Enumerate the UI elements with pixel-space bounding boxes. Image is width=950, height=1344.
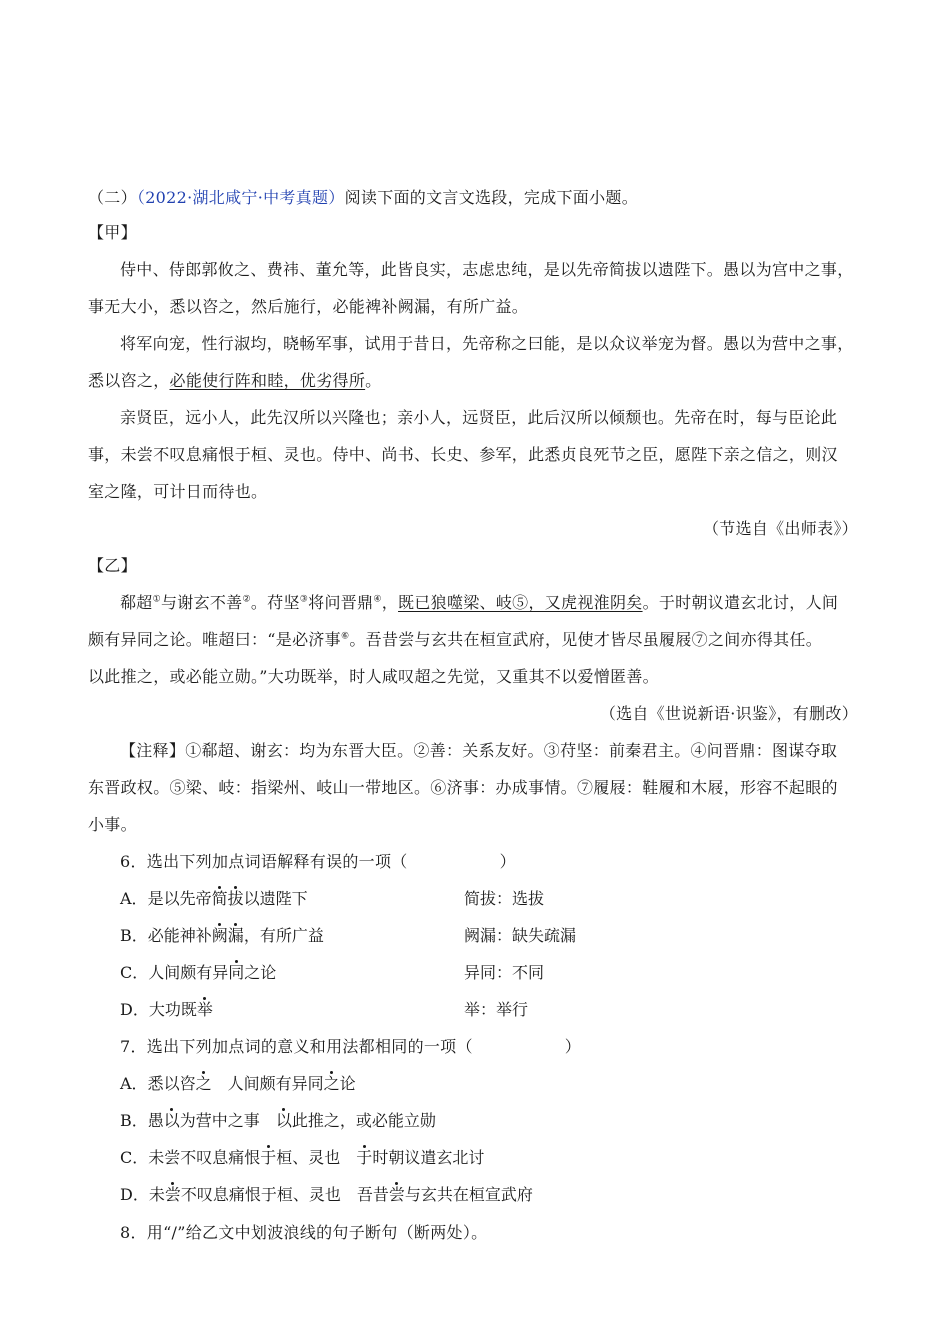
jia-p2-line2-end: 。 <box>365 371 382 390</box>
option-text: 为营中之事 <box>179 1111 260 1130</box>
yi-text: 。于时朝议遣玄北讨，人间 <box>642 593 839 612</box>
jia-label: 【甲】 <box>88 223 137 242</box>
question-text: 7．选出下列加点词的意义和用法都相同的一项（ <box>120 1037 473 1056</box>
jia-p1-line2: 事无大小，悉以咨之，然后施行，必能裨补阙漏，有所广益。 <box>88 297 529 316</box>
option-text: 必能神补 <box>147 926 212 945</box>
option-text: 未 <box>148 1185 165 1204</box>
dotted-char: 阙 <box>211 926 228 945</box>
jia-citation: （节选自《出师表》） <box>702 519 858 538</box>
option-text: 人间颇有异 <box>148 963 229 982</box>
option-a[interactable] <box>120 889 308 909</box>
option-letter: B． <box>120 1111 148 1130</box>
footnote-ref: ① <box>152 594 161 605</box>
dotted-char: 举 <box>196 1000 213 1019</box>
option-text: 不叹息痛恨于桓、灵也 <box>180 1185 341 1204</box>
jia-p2-line2-start: 悉以咨之， <box>88 371 170 390</box>
dotted-char: 简 <box>211 889 228 908</box>
jia-p3-line2: 事，未尝不叹息痛恨于桓、灵也。侍中、尚书、长史、参军，此悉贞良死节之臣，愿陛下亲之信之，则汉 <box>88 445 838 464</box>
notes-line2: 东晋政权。⑤梁、岐：指梁州、岐山一带地区。⑥济事：办成事情。⑦履屐：鞋履和木屐，形容不起眼的 <box>88 778 838 797</box>
jia-p2-line1: 将军向宠，性行淑均，晓畅军事，试用于昔日，先帝称之曰能，是以众议举宠为督。愚以为营中之事， <box>120 334 854 353</box>
dotted-char: 以 <box>163 1111 180 1130</box>
option-b[interactable] <box>120 926 324 946</box>
footnote-ref: ④ <box>373 594 382 605</box>
option-letter: D． <box>120 1000 149 1019</box>
option-explanation: 简拔：选拔 <box>464 889 545 908</box>
source-link[interactable]: （2022·湖北咸宁·中考真题） <box>136 188 345 207</box>
question-text: ） <box>564 1037 582 1056</box>
option-text: ，有所广益 <box>243 926 324 945</box>
question-text: ） <box>499 852 516 871</box>
yi-line1 <box>120 593 866 613</box>
option-explanation: 举：举行 <box>464 1000 529 1019</box>
dotted-char: 拔 <box>227 889 244 908</box>
option-text: 论 <box>339 1074 356 1093</box>
yi-text: 。苻坚 <box>250 593 300 612</box>
jia-p3-line1: 亲贤臣，远小人，此先汉所以兴隆也；亲小人，远贤臣，此后汉所以倾颓也。先帝在时，每与臣论此 <box>120 408 838 427</box>
question-6-stem <box>120 852 866 872</box>
jia-p1-line1: 侍中、侍郎郭攸之、费祎、董允等，此皆良实，志虑忠纯，是以先帝简拔以遗陛下。愚以为宫中之事， <box>120 260 854 279</box>
option-text: 悉以咨 <box>147 1074 196 1093</box>
option-text: 以遗陛下 <box>243 889 308 908</box>
dotted-char: 尝 <box>164 1185 181 1204</box>
option-letter: D． <box>120 1185 149 1204</box>
yi-text: ， <box>381 593 399 612</box>
question-8-stem: 8．用“/”给乙文中划波浪线的句子断句（断两处）。 <box>120 1223 488 1242</box>
option-letter: A． <box>120 1074 148 1093</box>
question-7-stem <box>120 1037 866 1057</box>
notes-line1 <box>120 741 866 761</box>
dotted-char: 于 <box>356 1148 373 1167</box>
option-text: 此推之，或必能立勋 <box>291 1111 436 1130</box>
yi-text: 。吾昔尝与玄共在桓宣武府，见使才皆尽虽履屐⑦之间亦得其任。 <box>349 630 823 649</box>
dotted-char: 以 <box>275 1111 292 1130</box>
option-text: 桓、灵也 <box>276 1148 341 1167</box>
option-text: 时朝议遣玄北讨 <box>372 1148 485 1167</box>
yi-text: 将问晋鼎 <box>308 593 374 612</box>
dotted-char: 于 <box>260 1148 277 1167</box>
question-text: 6．选出下列加点词语解释有误的一项（ <box>120 852 408 871</box>
dotted-char: 之 <box>195 1074 212 1093</box>
option-text: 吾昔 <box>356 1185 389 1204</box>
yi-line2 <box>88 630 866 650</box>
yi-text: 郗超 <box>120 593 153 612</box>
option-text: 之论 <box>244 963 277 982</box>
underlined-sentence: 必能使行阵和睦，优劣得所 <box>169 371 366 390</box>
jia-p2-line2 <box>88 371 866 391</box>
notes-line3: 小事。 <box>88 815 137 834</box>
wavy-underlined-sentence: 既已狼噬梁、岐⑤，又虎视淮阴矣 <box>398 593 643 612</box>
yi-citation: （选自《世说新语·识鉴》，有删改） <box>599 704 858 723</box>
option-explanation: 阙漏：缺失疏漏 <box>464 926 577 945</box>
option-b[interactable] <box>120 1111 436 1131</box>
option-letter: C． <box>120 963 149 982</box>
notes-text: ①郗超、谢玄：均为东晋大臣。②善：关系友好。③苻坚：前秦君主。④问晋鼎：图谋夺取 <box>185 741 838 760</box>
option-text: 愚 <box>147 1111 164 1130</box>
dotted-char: 之 <box>323 1074 340 1093</box>
option-c[interactable] <box>120 1148 484 1168</box>
footnote-ref: ② <box>242 594 251 605</box>
yi-line3: 以此推之，或必能立勋。”大功既举，时人咸叹超之先觉，又重其不以爱憎匿善。 <box>88 667 659 686</box>
yi-text: 颇有异同之论。唯超曰：“是必济事 <box>88 630 341 649</box>
option-letter: C． <box>120 1148 149 1167</box>
option-letter: A． <box>120 889 148 908</box>
intro-instruction: 阅读下面的文言文选段，完成下面小题。 <box>344 188 639 207</box>
notes-label: 【注释】 <box>120 741 186 760</box>
section-number: （二） <box>88 188 137 207</box>
option-explanation: 异同：不同 <box>464 963 545 982</box>
option-a[interactable] <box>120 1074 356 1094</box>
footnote-ref: ③ <box>299 594 309 605</box>
dotted-char: 同 <box>228 963 245 982</box>
section-intro <box>88 188 866 208</box>
dotted-char: 漏 <box>227 926 244 945</box>
option-text: 大功既 <box>148 1000 197 1019</box>
dotted-char: 尝 <box>388 1185 405 1204</box>
yi-label: 【乙】 <box>88 556 137 575</box>
option-d[interactable] <box>120 1185 533 1205</box>
option-letter: B． <box>120 926 148 945</box>
option-text: 人间颇有异同 <box>227 1074 324 1093</box>
footnote-ref: ⑥ <box>340 631 350 642</box>
option-text: 未尝不叹息痛恨 <box>148 1148 261 1167</box>
option-text: 是以先帝 <box>147 889 212 908</box>
yi-text: 与谢玄不善 <box>160 593 243 612</box>
option-d[interactable] <box>120 1000 213 1020</box>
jia-p3-line3: 室之隆，可计日而待也。 <box>88 482 268 501</box>
option-c[interactable] <box>120 963 276 983</box>
option-text: 与玄共在桓宣武府 <box>404 1185 533 1204</box>
